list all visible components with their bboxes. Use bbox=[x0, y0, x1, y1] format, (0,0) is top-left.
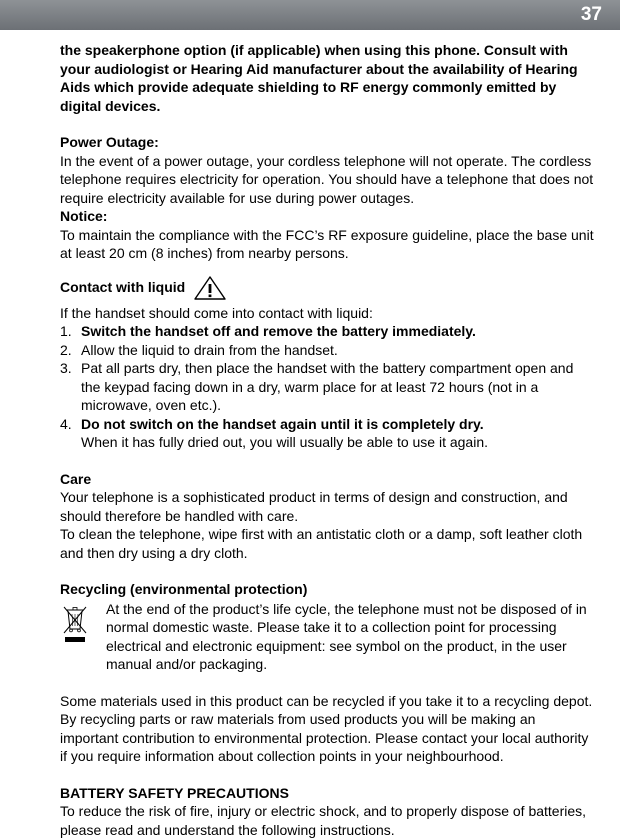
liquid-steps-list bbox=[60, 322, 594, 452]
care-body-2: To clean the telephone, wipe first with an antistatic cloth or a damp, soft leather cloth and then dry using a dry cloth. bbox=[60, 526, 583, 561]
step-text: Switch the handset off and remove the battery immediately. bbox=[81, 323, 476, 339]
contact-liquid-heading-row bbox=[60, 275, 594, 301]
step-number: 1. bbox=[60, 323, 72, 339]
list-item bbox=[60, 415, 594, 452]
battery-body: To reduce the risk of fire, injury or electric shock, and to properly dispose of batteries, please read and understand the following instructions. bbox=[60, 803, 587, 838]
care-body-1: Your telephone is a sophisticated product in terms of design and construction, and should therefore be handled with care. bbox=[60, 489, 568, 524]
step-number: 3. bbox=[60, 360, 72, 376]
care-heading: Care bbox=[60, 470, 92, 487]
contact-liquid-heading: Contact with liquid bbox=[60, 279, 186, 296]
list-item bbox=[60, 359, 594, 415]
step-number: 2. bbox=[60, 341, 72, 358]
step-text: Allow the liquid to drain from the handset. bbox=[81, 341, 338, 358]
recycling-heading: Recycling (environmental protection) bbox=[60, 581, 308, 597]
step-text: Do not switch on the handset again until it is completely dry. bbox=[81, 415, 484, 432]
step-number: 4. bbox=[60, 415, 72, 432]
step-text: Pat all parts dry, then place the handset with the battery compartment open and the keypad facing down in a dry, warm place for at least 72 hours (not in a microwave, oven etc.). bbox=[81, 360, 574, 413]
battery-heading: BATTERY SAFETY PRECAUTIONS bbox=[60, 784, 289, 801]
warning-triangle-icon bbox=[193, 275, 227, 301]
step-note: When it has fully dried out, you will usually be able to use it again. bbox=[81, 434, 489, 450]
recycling-body-1: At the end of the product’s life cycle, the telephone must not be disposed of in normal domestic waste. Please take it to a collection point for processing electrical and electronic equipment: see symbol on the product, in the user manual and/or packaging. bbox=[106, 600, 587, 672]
document-body bbox=[60, 41, 594, 839]
power-outage-heading: Power Outage: bbox=[60, 134, 159, 150]
crossed-out-bin-icon bbox=[60, 600, 106, 674]
list-item bbox=[60, 341, 594, 360]
notice-heading: Notice: bbox=[60, 208, 108, 224]
recycling-body-2: Some materials used in this product can be recycled if you take it to a recycling depot. By recycling parts or raw materials from used products you will be making an important contribution to environmental protection. Please contact your local authority if you require information about collection points in your neighbourhood. bbox=[60, 692, 593, 764]
intro-paragraph: the speakerphone option (if applicable) when using this phone. Consult with your audiologist or Hearing Aid manufacturer about the availability of Hearing Aids which provide adequate shielding to RF energy commonly emitted by digital devices. bbox=[60, 42, 578, 114]
recycling-block bbox=[60, 600, 594, 674]
contact-liquid-intro: If the handset should come into contact with liquid: bbox=[60, 304, 373, 321]
page-number: 37 bbox=[580, 4, 602, 25]
notice-body: To maintain the compliance with the FCC’s RF exposure guideline, place the base unit at least 20 cm (8 inches) from nearby persons. bbox=[60, 226, 594, 261]
power-outage-body: In the event of a power outage, your cordless telephone will not operate. The cordless telephone requires electricity for operation. You should have a telephone that does not require electricity available for use during power outages. bbox=[60, 152, 594, 206]
list-item bbox=[60, 322, 594, 341]
page-header-bar bbox=[0, 0, 620, 30]
